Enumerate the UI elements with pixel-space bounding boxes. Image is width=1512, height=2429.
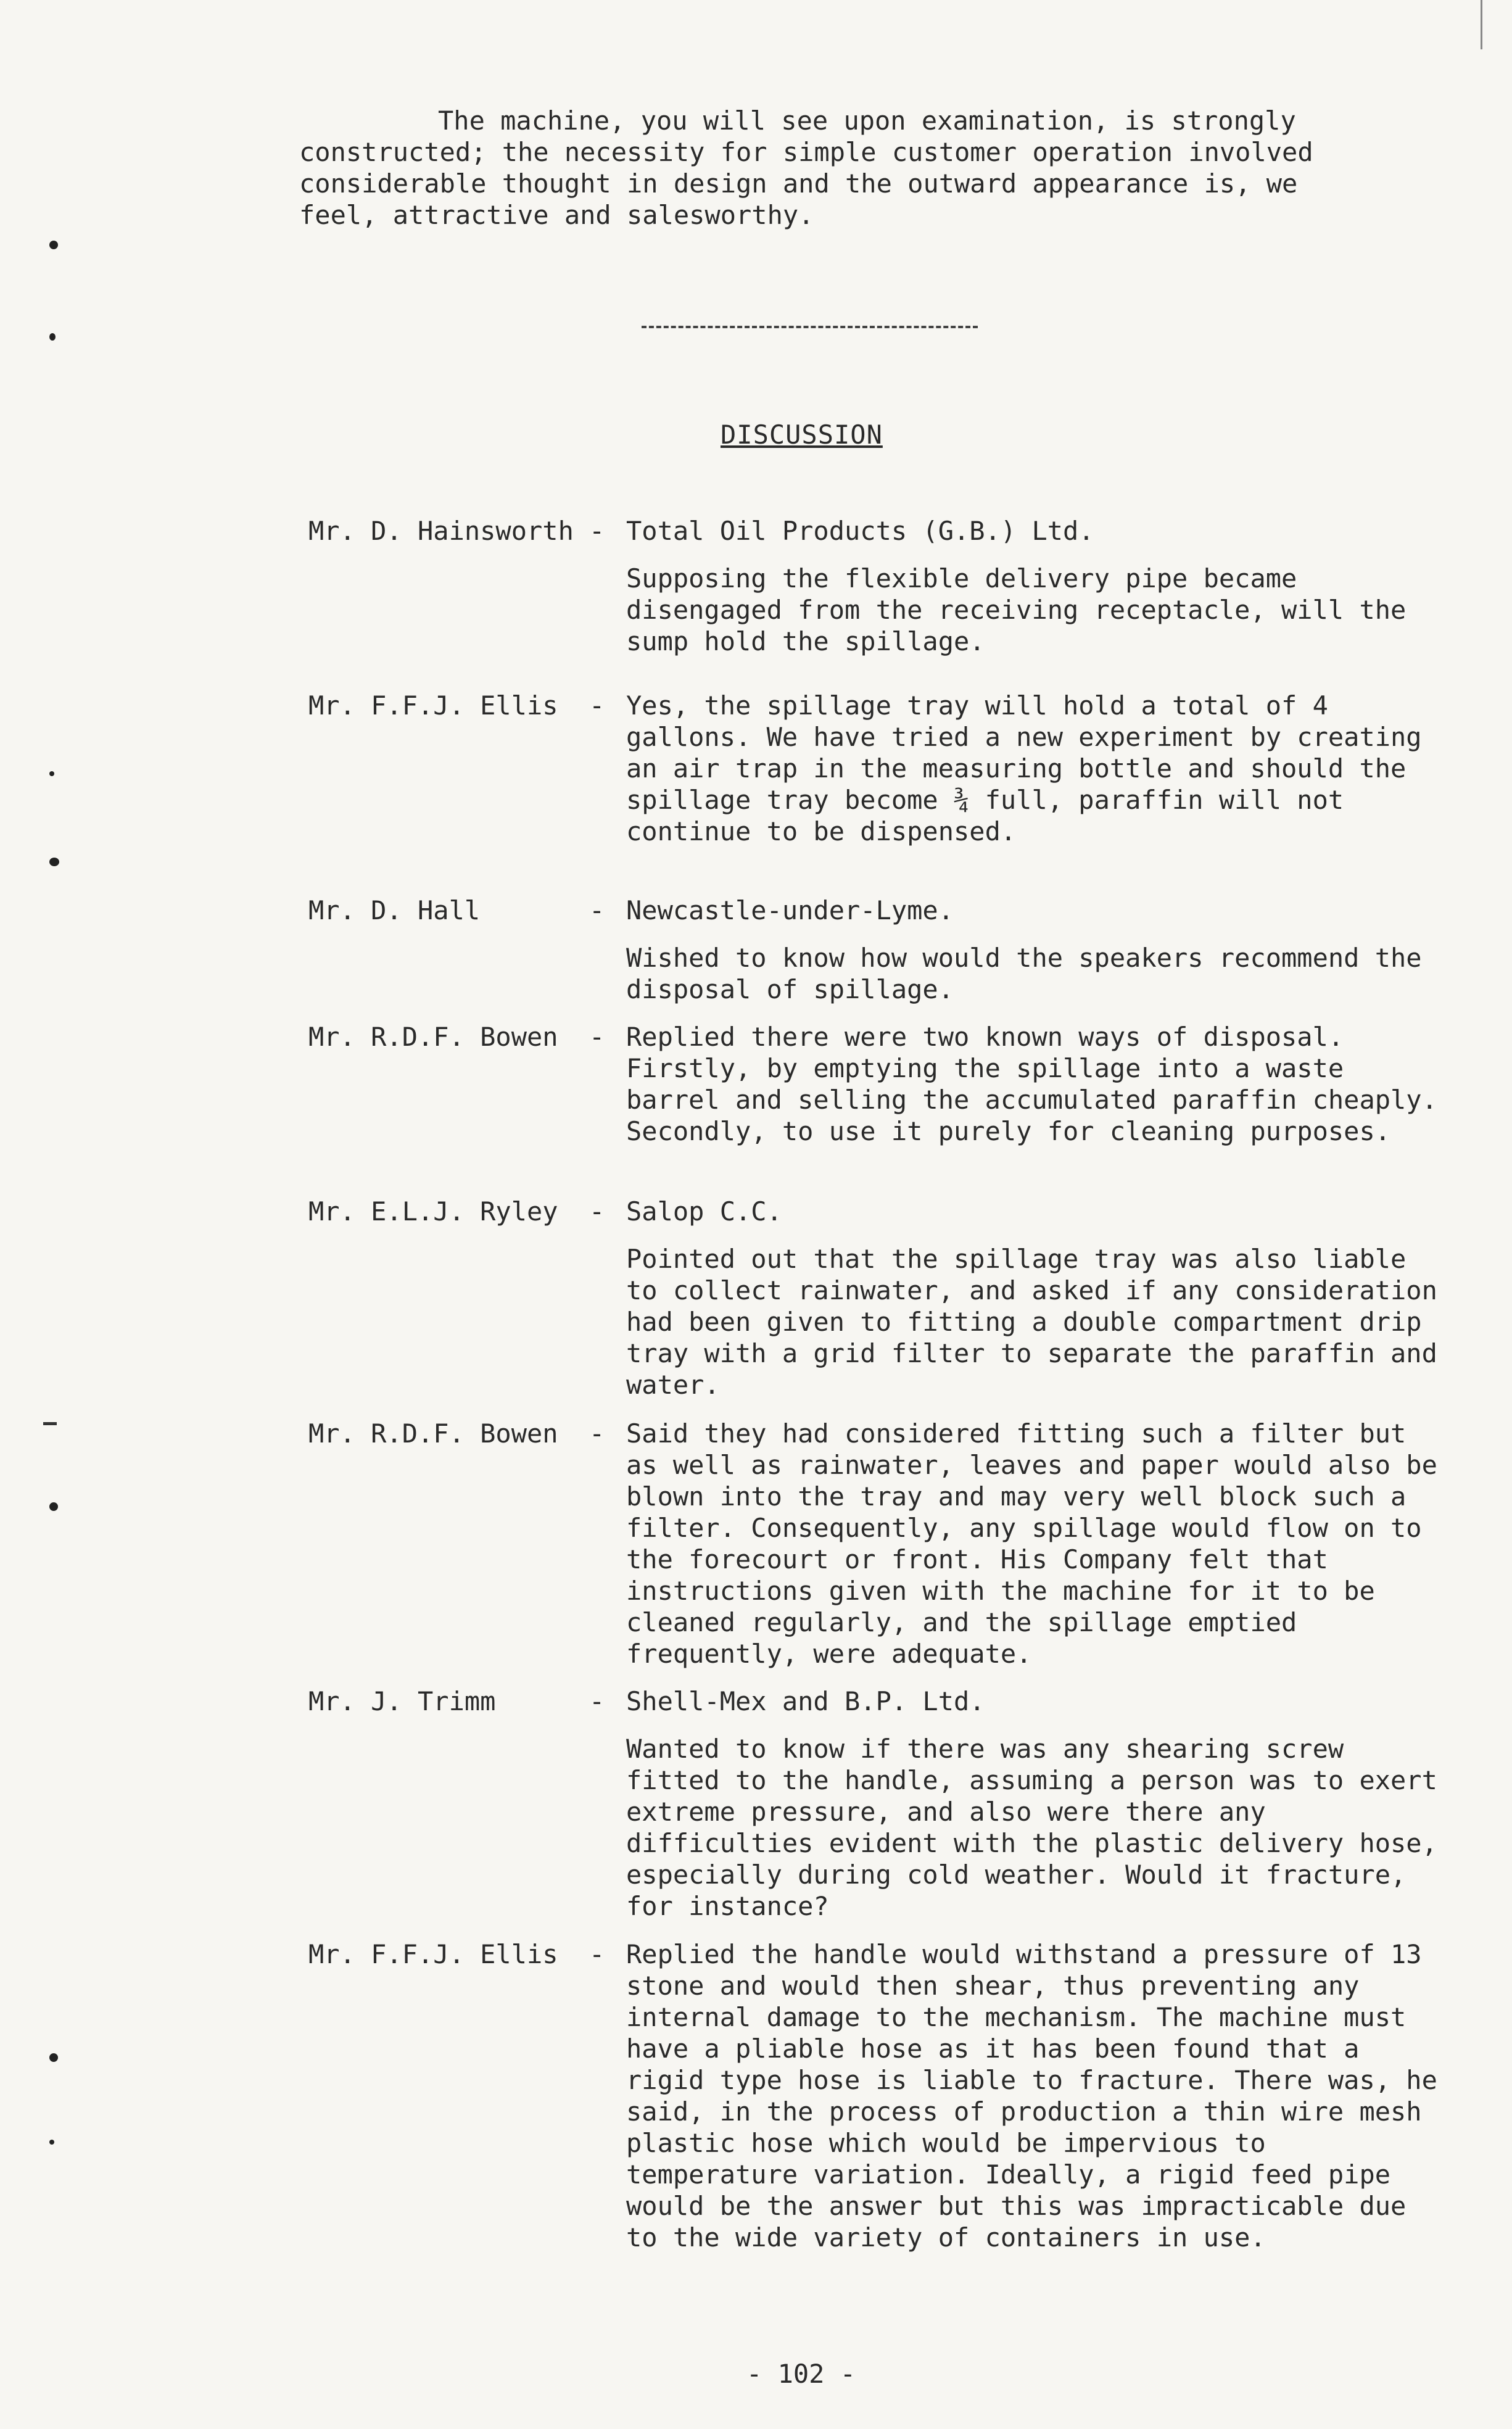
discussion-entry	[308, 895, 1450, 1005]
entry-body	[626, 1196, 1450, 1401]
speaker-dash: -	[589, 1196, 605, 1227]
speaker-name: Mr. J. Trimm	[308, 1686, 496, 1716]
margin-punch-mark	[49, 858, 59, 866]
speaker-name: Mr. F.F.J. Ellis	[308, 1939, 558, 1969]
discussion-heading: DISCUSSION	[721, 420, 883, 450]
margin-punch-mark	[49, 333, 56, 341]
entry-text: Pointed out that the spillage tray was also liable to collect rainwater, and asked if any consideration had been given to fitting a double compartment drip tray with a grid filter to separate the paraffin and water.	[626, 1244, 1437, 1400]
entry-body	[626, 1939, 1450, 2253]
speaker-dash: -	[589, 895, 605, 925]
discussion-entry	[308, 1418, 1450, 1670]
entry-text: Yes, the spillage tray will hold a total of 4 gallons. We have tried a new experiment by creating an air trap in the measuring bottle and should the spillage tray become ¾ full, paraffin will not continue to be dispensed.	[626, 690, 1422, 846]
page-number: - 102 -	[746, 2359, 856, 2389]
speaker-name: Mr. F.F.J. Ellis	[308, 690, 558, 721]
speaker-name: Mr. E.L.J. Ryley	[308, 1196, 558, 1227]
intro-paragraph: The machine, you will see upon examination, is strongly constructed; the necessity for simple customer operation involved considerable thought in design and the outward appearance is, we feel, attractive and salesworthy.	[299, 106, 1313, 230]
margin-punch-mark	[43, 1422, 57, 1425]
entry-text: Replied there were two known ways of disposal. Firstly, by emptying the spillage into a waste barrel and selling the accumulated paraffin cheaply. Secondly, to use it purely for cleaning purposes.	[626, 1022, 1437, 1146]
entry-body	[626, 1021, 1450, 1147]
entry-body	[626, 1686, 1450, 1922]
margin-punch-mark	[49, 241, 58, 249]
speaker-name: Mr. R.D.F. Bowen	[308, 1418, 558, 1449]
entry-text: Replied the handle would withstand a pressure of 13 stone and would then shear, thus preventing any internal damage to the mechanism. The machine must have a pliable hose as it has been found that a rigid type hose is liable to fracture. There was, he said, in the process of production a thin wire mesh plastic hose which would be impervious to temperature variation. Ideally, a rigid feed pipe would be the answer but this was impracticable due to the wide variety of containers in use.	[626, 1939, 1437, 2253]
speaker-affiliation: Shell-Mex and B.P. Ltd.	[626, 1686, 985, 1716]
discussion-entry	[308, 690, 1450, 847]
margin-punch-mark	[49, 771, 54, 776]
speaker-dash: -	[589, 1418, 605, 1449]
entry-text: Wanted to know if there was any shearing screw fitted to the handle, assuming a person was to exert extreme pressure, and also were there any difficulties evident with the plastic delivery hose, especially during cold weather. Would it fracture, for instance?	[626, 1734, 1437, 1921]
discussion-entry	[308, 1686, 1450, 1922]
entry-text: Wished to know how would the speakers recommend the disposal of spillage.	[626, 943, 1422, 1004]
entry-text: Said they had considered fitting such a filter but as well as rainwater, leaves and paper would also be blown into the tray and may very well block such a filter. Consequently, any spillage would flow on to the forecourt or front. His Company felt that instructions given with the machine for it to be cleaned regularly, and the spillage emptied frequently, were adequate.	[626, 1418, 1437, 1669]
speaker-affiliation: Total Oil Products (G.B.) Ltd.	[626, 516, 1094, 546]
margin-punch-mark	[49, 2140, 54, 2145]
speaker-name: Mr. D. Hainsworth	[308, 516, 574, 546]
speaker-dash: -	[589, 1939, 605, 1969]
speaker-affiliation: Newcastle-under-Lyme.	[626, 895, 954, 925]
speaker-affiliation: Salop C.C.	[626, 1196, 782, 1227]
discussion-entry	[308, 1939, 1450, 2253]
discussion-entry	[308, 515, 1450, 657]
speaker-dash: -	[589, 690, 605, 721]
speaker-name: Mr. D. Hall	[308, 895, 481, 925]
discussion-entry	[308, 1196, 1450, 1401]
entry-body	[626, 895, 1450, 1005]
speaker-dash: -	[589, 1686, 605, 1716]
speaker-dash: -	[589, 1022, 605, 1052]
margin-punch-mark	[49, 1502, 58, 1511]
margin-punch-mark	[49, 2053, 58, 2062]
speaker-name: Mr. R.D.F. Bowen	[308, 1022, 558, 1052]
scan-edge-mark	[1481, 0, 1482, 49]
entry-body	[626, 1418, 1450, 1670]
section-divider	[642, 326, 978, 328]
entry-text: Supposing the flexible delivery pipe became disengaged from the receiving receptacle, will the sump hold the spillage.	[626, 563, 1407, 656]
entry-body	[626, 690, 1450, 847]
discussion-entry	[308, 1021, 1450, 1147]
entry-body	[626, 515, 1450, 657]
speaker-dash: -	[589, 516, 605, 546]
